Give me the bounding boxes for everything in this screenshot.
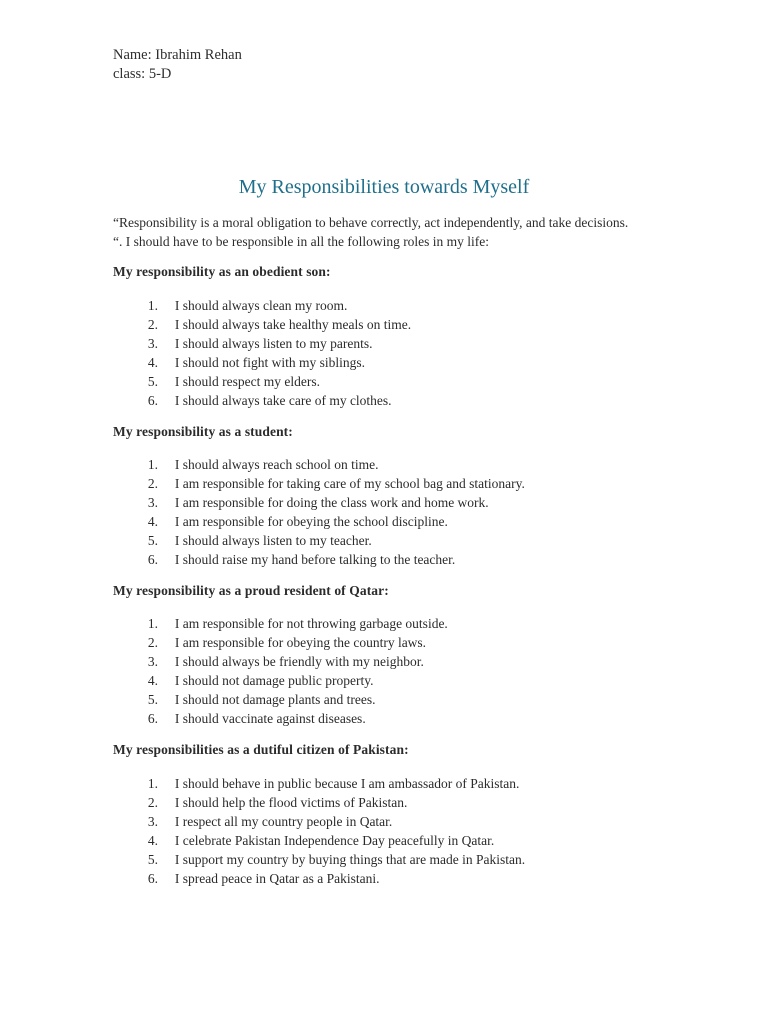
- list-item: 6. I should raise my hand before talking to the teacher.: [147, 552, 456, 568]
- list-citizen: [113, 774, 525, 889]
- list-item: 5. I support my country by buying things that are made in Pakistan.: [147, 852, 526, 868]
- list-item: 3. I should always listen to my parents.: [147, 336, 373, 352]
- list-item: 2. I am responsible for taking care of my school bag and stationary.: [147, 476, 525, 492]
- list-item: 5. I should always listen to my teacher.: [147, 533, 372, 549]
- list-item: 6. I should vaccinate against diseases.: [147, 711, 366, 727]
- list-item: 2. I am responsible for obeying the country laws.: [147, 635, 427, 651]
- list-item: 6. I should always take care of my clothes.: [147, 393, 392, 409]
- student-name: Name: Ibrahim Rehan: [113, 47, 242, 63]
- section-heading-son: My responsibility as an obedient son:: [113, 264, 331, 279]
- list-item: 6. I spread peace in Qatar as a Pakistani.: [147, 871, 380, 887]
- list-resident: [113, 614, 448, 729]
- section-heading-student: My responsibility as a student:: [113, 424, 293, 439]
- list-item: 5. I should not damage plants and trees.: [147, 692, 376, 708]
- student-class: class: 5-D: [113, 66, 172, 82]
- list-item: 4. I am responsible for obeying the school discipline.: [147, 514, 448, 530]
- list-item: 3. I should always be friendly with my neighbor.: [147, 654, 424, 670]
- list-item: 3. I respect all my country people in Qatar.: [147, 814, 393, 830]
- list-item: 5. I should respect my elders.: [147, 374, 320, 390]
- section-heading-resident: My responsibility as a proud resident of Qatar:: [113, 583, 389, 598]
- section-heading-citizen: My responsibilities as a dutiful citizen of Pakistan:: [113, 742, 409, 757]
- list-item: 4. I should not damage public property.: [147, 673, 374, 689]
- list-item: 2. I should help the flood victims of Pakistan.: [147, 795, 408, 811]
- list-son: [113, 296, 411, 411]
- list-item: 1. I should always clean my room.: [147, 298, 348, 313]
- student-info: [113, 46, 242, 84]
- list-item: 1. I am responsible for not throwing garbage outside.: [147, 616, 448, 631]
- intro-paragraph: “Responsibility is a moral obligation to behave correctly, act independently, and take decisions. “. I should have to be responsible in all the following roles in my life:: [113, 215, 629, 249]
- list-item: 1. I should always reach school on time.: [147, 457, 379, 472]
- list-item: 2. I should always take healthy meals on time.: [147, 317, 412, 333]
- list-item: 1. I should behave in public because I am ambassador of Pakistan.: [147, 776, 520, 791]
- list-item: 4. I should not fight with my siblings.: [147, 355, 366, 371]
- list-item: 3. I am responsible for doing the class work and home work.: [147, 495, 489, 511]
- list-item: 4. I celebrate Pakistan Independence Day peacefully in Qatar.: [147, 833, 495, 849]
- list-student: [113, 455, 525, 570]
- document-title: My Responsibilities towards Myself: [238, 176, 530, 198]
